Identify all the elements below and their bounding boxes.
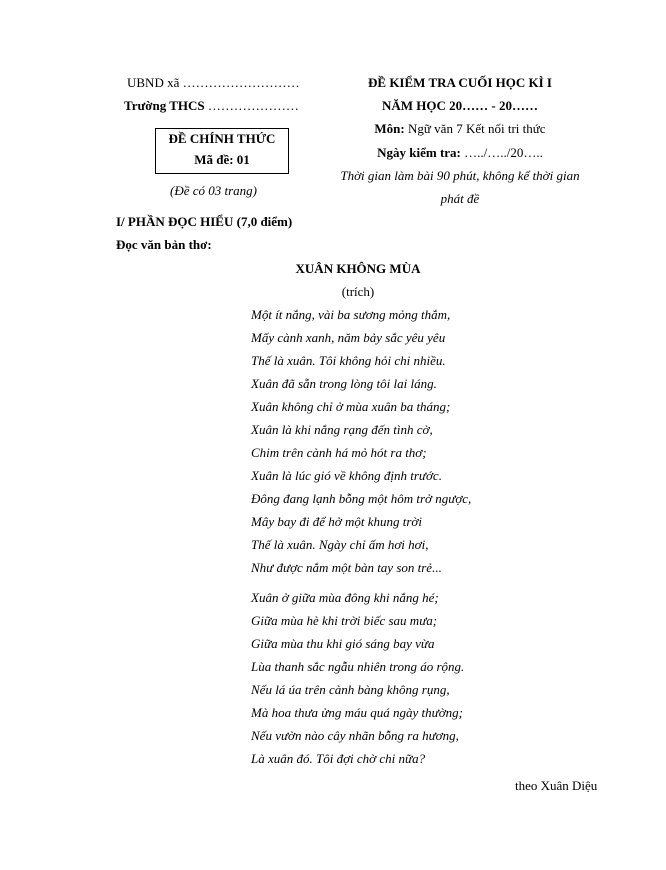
- poem-line: Thế là xuân. Ngày chỉ ấm hơi hơi,: [251, 537, 429, 552]
- date-line: [340, 145, 580, 161]
- subject-line: [340, 121, 580, 137]
- poem-line: Lùa thanh sắc ngẫu nhiên trong áo rộng.: [251, 659, 465, 674]
- duration-line-2: phát đề: [440, 191, 480, 206]
- poem-line: Giữa mùa thu khi gió sáng bay vừa: [251, 636, 435, 651]
- school-year: NĂM HỌC 20…… - 20……: [382, 98, 538, 113]
- poem-line: Chim trên cành há mỏ hót ra thơ;: [251, 445, 427, 460]
- subject-value: Ngữ văn 7 Kết nối tri thức: [404, 121, 546, 136]
- poem-line: Xuân không chỉ ở mùa xuân ba tháng;: [251, 399, 451, 414]
- poem-line: Thế là xuân. Tôi không hỏi chi nhiều.: [251, 353, 446, 368]
- section-heading: I/ PHẦN ĐỌC HIỂU (7,0 điểm): [116, 214, 293, 229]
- poem-subtitle: (trích): [341, 284, 375, 299]
- duration-line-1: Thời gian làm bài 90 phút, không kể thời gian: [340, 168, 580, 183]
- school-prefix: Trường THCS: [124, 98, 205, 113]
- reading-instruction: Đọc văn bản thơ:: [116, 237, 212, 252]
- poem-line: Như được nắm một bàn tay son trẻ...: [251, 560, 442, 575]
- poem-line: Nếu lá úa trên cành bàng không rụng,: [251, 682, 450, 697]
- date-label: Ngày kiểm tra:: [377, 145, 461, 160]
- poem-line: Xuân ở giữa mùa đông khi nắng hé;: [251, 590, 439, 605]
- poem-line: Xuân là khi nắng rạng đến tình cờ,: [251, 422, 433, 437]
- poem-line: Là xuân đó. Tôi đợi chờ chi nữa?: [251, 751, 426, 766]
- exam-code: Mã đề: 01: [194, 152, 250, 167]
- poem-line: Xuân là lúc gió về không định trước.: [251, 468, 442, 483]
- official-stamp-box: [155, 128, 289, 174]
- exam-title: ĐỀ KIỂM TRA CUỐI HỌC KÌ I: [368, 75, 552, 90]
- poem-line: Mấy cành xanh, năm bảy sắc yêu yêu: [251, 330, 446, 345]
- poem-title: XUÂN KHÔNG MÙA: [295, 261, 421, 276]
- date-value: …../…../20…..: [460, 145, 543, 160]
- school-dots: …………………: [204, 98, 299, 113]
- poem-line: Đông đang lạnh bỗng một hôm trở ngược,: [251, 491, 472, 506]
- poem-line: Xuân đã sẵn trong lòng tôi lai láng.: [251, 376, 437, 391]
- subject-label: Môn:: [374, 121, 405, 136]
- poem-line: Một ít nắng, vài ba sương mỏng thắm,: [251, 307, 451, 322]
- poem-source: theo Xuân Diệu: [515, 778, 598, 793]
- official-label: ĐỀ CHÍNH THỨC: [168, 131, 276, 146]
- commune-line: UBND xã ………………………: [127, 75, 300, 90]
- poem-line: Mà hoa thưa ửng máu quá ngày thường;: [251, 705, 463, 720]
- poem-line: Giữa mùa hè khi trời biếc sau mưa;: [251, 613, 438, 628]
- pages-note: (Đề có 03 trang): [170, 183, 258, 198]
- school-line: [124, 98, 299, 114]
- poem-line: Mây bay đi để hở một khung trời: [251, 514, 422, 529]
- poem-line: Nếu vườn nào cây nhãn bỗng ra hương,: [251, 728, 459, 743]
